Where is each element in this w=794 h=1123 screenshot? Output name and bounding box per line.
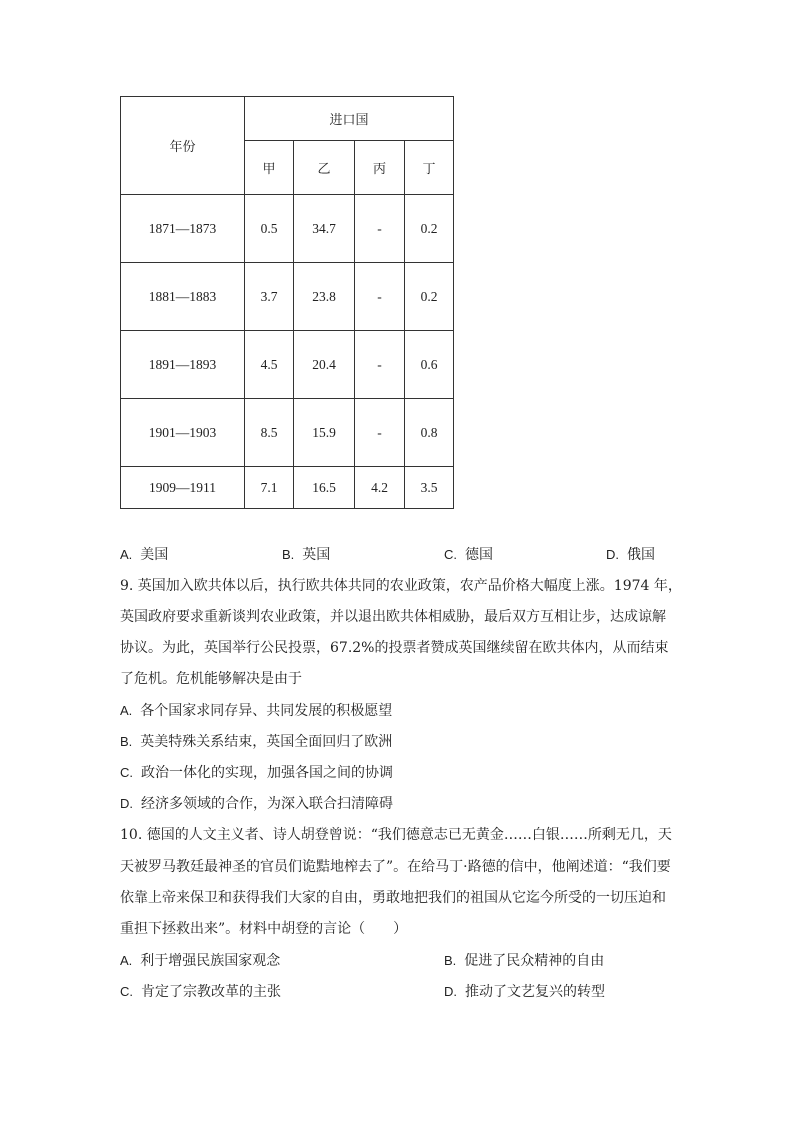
q10-line: 依靠上帝来保卫和获得我们大家的自由，勇敢地把我们的祖国从它迄今所受的一切压迫和 xyxy=(120,890,666,906)
q8-option-d: D. 俄国 xyxy=(606,547,655,563)
year-cell: 1901—1903 xyxy=(121,399,245,467)
value-cell: 4.2 xyxy=(355,467,405,509)
q10-line: 10. 德国的人文主义者、诗人胡登曾说：“我们德意志已无黄金……白银……所剩无几，天 xyxy=(120,827,672,843)
q9-line: 英国政府要求重新谈判农业政策，并以退出欧共体相威胁，最后双方互相让步，达成谅解 xyxy=(120,609,666,625)
country-header: 甲 xyxy=(245,141,294,195)
importer-header-cell xyxy=(245,97,454,141)
q10-line: 重担下拯救出来”。材料中胡登的言论（ ） xyxy=(120,921,408,937)
country-header: 丙 xyxy=(355,141,405,195)
year-cell: 1871—1873 xyxy=(121,195,245,263)
value-cell: - xyxy=(355,263,405,331)
year-cell: 1891—1893 xyxy=(121,331,245,399)
table-row xyxy=(121,263,454,331)
import-table xyxy=(120,96,454,509)
q9-line: 协议。为此，英国举行公民投票，67.2%的投票者赞成英国继续留在欧共体内，从而结束 xyxy=(120,640,669,656)
value-cell: 15.9 xyxy=(294,399,355,467)
importer-header: 进口国 xyxy=(329,113,369,128)
value-cell: 0.5 xyxy=(245,195,294,263)
q10-option-c: C. 肯定了宗教改革的主张 xyxy=(120,984,281,1000)
value-cell: - xyxy=(355,331,405,399)
year-header: 年份 xyxy=(169,140,196,155)
value-cell: - xyxy=(355,195,405,263)
value-cell: 4.5 xyxy=(245,331,294,399)
value-cell: 3.7 xyxy=(245,263,294,331)
value-cell: 8.5 xyxy=(245,399,294,467)
value-cell: 3.5 xyxy=(405,467,454,509)
table-row xyxy=(121,195,454,263)
year-cell: 1881—1883 xyxy=(121,263,245,331)
value-cell: 0.6 xyxy=(405,331,454,399)
q10-option-a: A. 利于增强民族国家观念 xyxy=(120,953,281,969)
q9-option-c: C. 政治一体化的实现，加强各国之间的协调 xyxy=(120,765,393,781)
value-cell: 0.8 xyxy=(405,399,454,467)
q8-option-c: C. 德国 xyxy=(444,547,493,563)
table-row xyxy=(121,467,454,509)
value-cell: 0.2 xyxy=(405,195,454,263)
value-cell: 16.5 xyxy=(294,467,355,509)
value-cell: 0.2 xyxy=(405,263,454,331)
q8-option-a: A. 美国 xyxy=(120,547,169,563)
q10-option-d: D. 推动了文艺复兴的转型 xyxy=(444,984,605,1000)
year-header-cell xyxy=(121,97,245,195)
q9-line: 9. 英国加入欧共体以后，执行欧共体共同的农业政策，农产品价格大幅度上涨。1974 年， xyxy=(120,578,682,594)
value-cell: 23.8 xyxy=(294,263,355,331)
q10-option-b: B. 促进了民众精神的自由 xyxy=(444,953,605,969)
country-header: 丁 xyxy=(405,141,454,195)
q9-option-a: A. 各个国家求同存异、共同发展的积极愿望 xyxy=(120,703,393,719)
value-cell: - xyxy=(355,399,405,467)
country-header: 乙 xyxy=(294,141,355,195)
q9-option-d: D. 经济多领域的合作，为深入联合扫清障碍 xyxy=(120,796,393,812)
value-cell: 20.4 xyxy=(294,331,355,399)
q9-option-b: B. 英美特殊关系结束，英国全面回归了欧洲 xyxy=(120,734,393,750)
table-row xyxy=(121,331,454,399)
q9-line: 了危机。危机能够解决是由于 xyxy=(120,671,302,687)
value-cell: 7.1 xyxy=(245,467,294,509)
q10-line: 天被罗马教廷最神圣的官员们诡黠地榨去了”。在给马丁·路德的信中，他阐述道：“我们要 xyxy=(120,859,671,875)
year-cell: 1909—1911 xyxy=(121,467,245,509)
table-row xyxy=(121,399,454,467)
q8-option-b: B. 英国 xyxy=(282,547,331,563)
value-cell: 34.7 xyxy=(294,195,355,263)
